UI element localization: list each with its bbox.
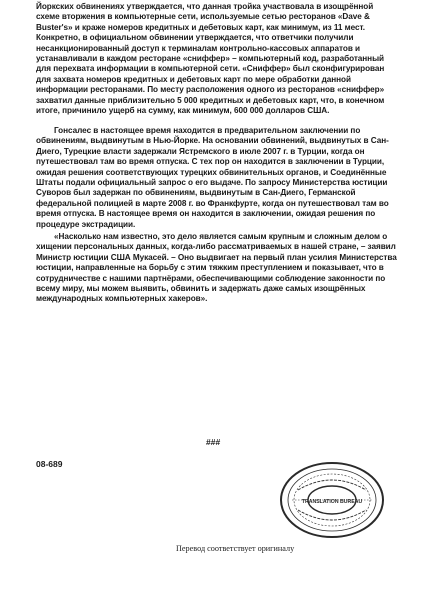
- document-number: 08-689: [36, 459, 63, 469]
- paragraph-1: Йоркских обвинениях утверждается, что данная тройка участвовала в изощрённой схеме вторжения в компьютерные сети, используемые сетью ресторанов «Dave & Buster's» и краже номеров кредитных и дебетовых карт, как минимум, из 11 мест. Конкретно, в официальном обвинении утверждается, что ответчики получили несанкционированный доступ к терминалам контрольно-кассовых аппаратов и устанавливали в каждом ресторане «сниффер» – компьютерный код, разработанный для перехвата информации в компьютерной сети. «Сниффер» был сконфигурирован для захвата номеров кредитных и дебетовых карт по мере обработки данной информации ресторанами. По месту расположения одного из ресторанов «сниффер» захватил данные приблизительно 5 000 кредитных и дебетовых карт, что, в конечном итоге, причинило ущерб на сумму, как минимум, 600 000 долларов США.: [36, 2, 385, 116]
- certification-line: Перевод соответствует оригиналу: [176, 544, 295, 553]
- paragraph-2: Гонсалес в настоящее время находится в предварительном заключении по обвинениям, выдвинутым в Нью-Йорке. На основании обвинений, выдвинутых в Сан-Диего, Турецкие власти задержали Ястремского в июле 2007 г. в Турции, когда он путешествовал там во время отпуска. С тех пор он находится в заключении в Турции, ожидая решения соответствующих турецких обвинительных органов, и Соединённые Штаты подали официальный запрос о его выдаче. По запросу Министерства юстиции Суворов был задержан по обвинениям, выдвинутым в Сан-Диего, Германской федеральной полицией в марте 2008 г. во Франкфурте, когда он путешествовал там во время отпуска. В настоящее время он находится в заключении, ожидая решения по процедуре экстрадиции.: [36, 126, 389, 229]
- end-of-text-mark: ###: [205, 437, 221, 447]
- translation-bureau-seal: [278, 460, 386, 540]
- paragraph-3-quote: «Насколько нам известно, это дело является самым крупным и сложным делом о хищении персональных данных, когда-либо рассматриваемых в нашей стране, – заявил Министр юстиции США Мукасей. – Оно выдвигает на первый план усилия Министерства юстиции, направленные на борьбу с этим тяжким преступлением и показывает, что в сотрудничестве с нашими партнёрами, обеспечивающими соблюдение законности по всему миру, мы можем выявить, обвинить и задержать даже самых изощрённых международных компьютерных хакеров».: [36, 232, 397, 304]
- seal-inner-label: TRANSLATION BUREAU: [301, 499, 363, 505]
